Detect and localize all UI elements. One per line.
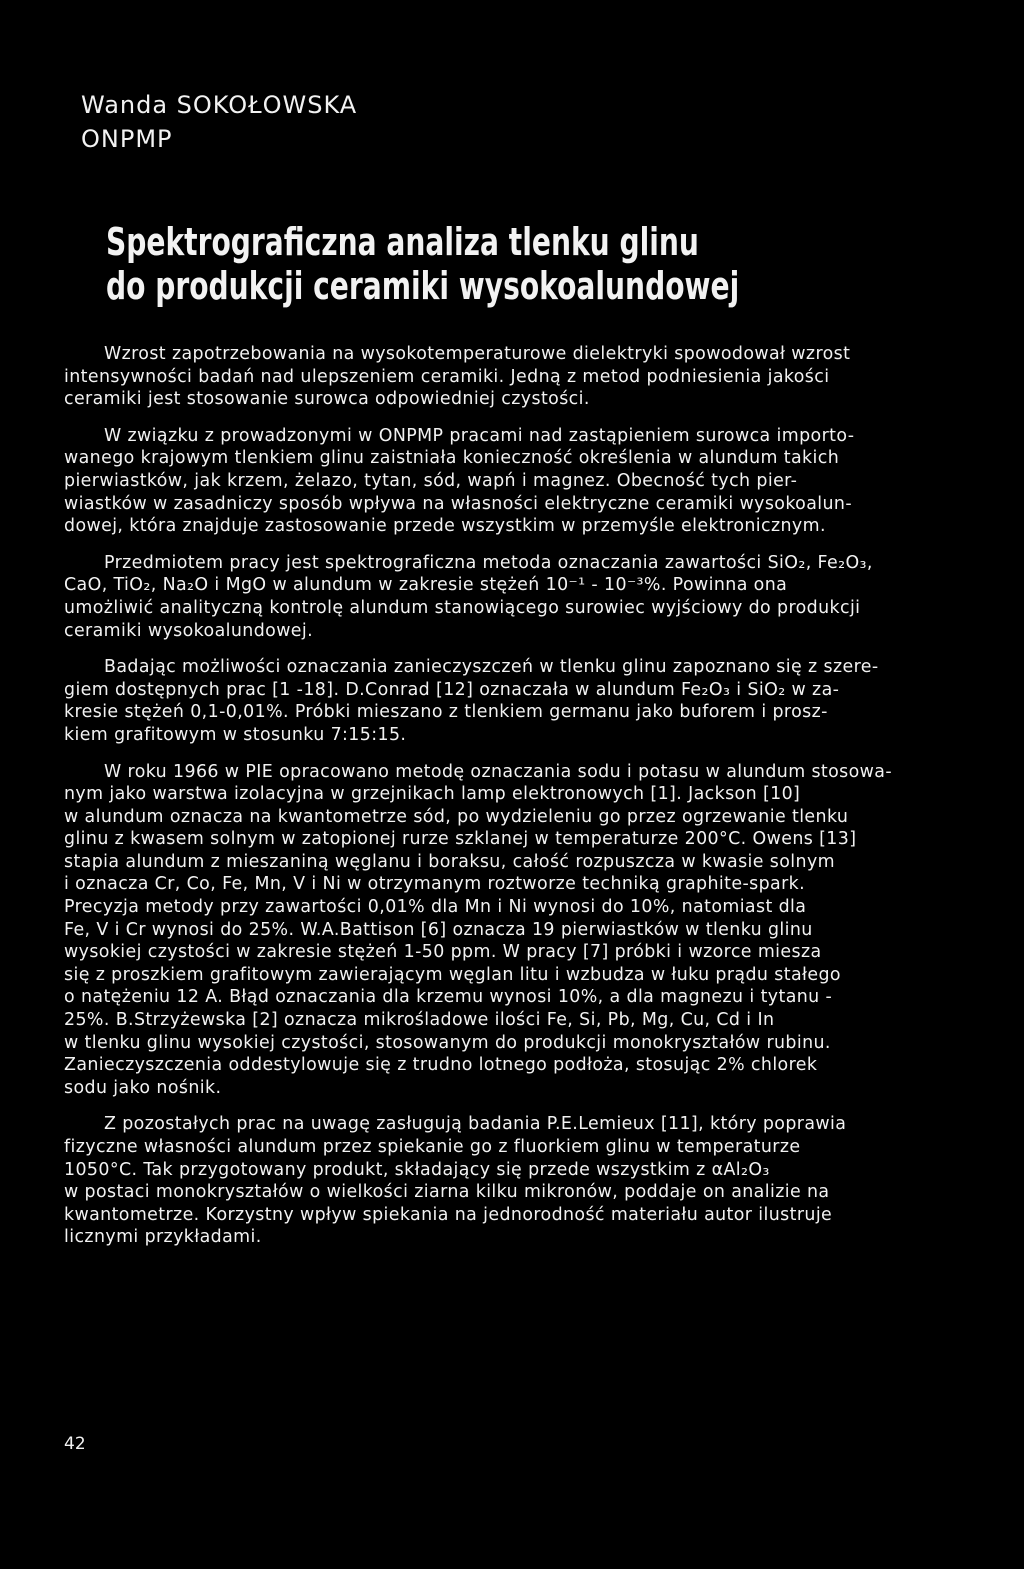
title-line-1: Spektrograficzna analiza tlenku glinu: [106, 220, 699, 264]
text-line: kresie stężeń 0,1-0,01%. Próbki mieszano z tlenkiem germanu jako buforem i prosz-: [64, 702, 828, 723]
text-line: wysokiej czystości w zakresie stężeń 1-50 ppm. W pracy [7] próbki i wzorce miesza: [64, 942, 822, 963]
article-title: [106, 220, 739, 308]
text-line: licznymi przykładami.: [64, 1227, 262, 1248]
text-line: wiastków w zasadniczy sposób wpływa na własności elektryczne ceramiki wysokoalun-: [64, 493, 853, 514]
text-line: Wzrost zapotrzebowania na wysokotemperaturowe dielektryki spowodował wzrost: [104, 344, 851, 364]
text-line: się z proszkiem grafitowym zawierającym węglan litu i wzbudza w łuku prądu stałego: [64, 964, 841, 985]
text-line: Fe, V i Cr wynosi do 25%. W.A.Battison [6] oznacza 19 pierwiastków w tlenku glinu: [64, 919, 813, 940]
text-line: Z pozostałych prac na uwagę zasługują badania P.E.Lemieux [11], który poprawia: [104, 1114, 847, 1135]
text-line: sodu jako nośnik.: [64, 1077, 222, 1098]
paragraph-4: [64, 656, 964, 746]
text-line: ceramiki jest stosowanie surowca odpowiedniej czystości.: [64, 389, 590, 410]
text-line: stapia alundum z mieszaniną węglanu i boraksu, całość rozpuszcza w kwasie solnym: [64, 851, 835, 872]
text-line: pierwiastków, jak krzem, żelazo, tytan, sód, wapń i magnez. Obecność tych pier-: [64, 470, 798, 491]
text-line: o natężeniu 12 A. Błąd oznaczania dla krzemu wynosi 10%, a dla magnezu i tytanu -: [64, 987, 833, 1008]
text-line: wanego krajowym tlenkiem glinu zaistniała konieczność określenia w alundum takich: [64, 448, 840, 469]
text-line: CaO, TiO₂, Na₂O i MgO w alundum w zakresie stężeń 10⁻¹ - 10⁻³%. Powinna ona: [64, 575, 788, 596]
text-line: Precyzja metody przy zawartości 0,01% dla Mn i Ni wynosi do 10%, natomiast dla: [64, 897, 807, 918]
author-block: [81, 88, 357, 156]
text-line: kiem grafitowym w stosunku 7:15:15.: [64, 724, 407, 745]
text-line: fizyczne własności alundum przez spiekanie go z fluorkiem glinu w temperaturze: [64, 1137, 801, 1157]
paragraph-3: [64, 552, 964, 642]
text-line: ceramiki wysokoalundowej.: [64, 620, 314, 641]
text-line: i oznacza Cr, Co, Fe, Mn, V i Ni w otrzymanym roztworze techniką graphite-spark.: [64, 874, 806, 895]
text-line: Zanieczyszczenia oddestylowuje się z trudno lotnego podłoża, stosując 2% chlorek: [64, 1055, 818, 1076]
article-body: [64, 343, 964, 1249]
text-line: w tlenku glinu wysokiej czystości, stosowanym do produkcji monokryształów rubinu.: [64, 1032, 831, 1053]
text-line: glinu z kwasem solnym w zatopionej rurze szklanej w temperaturze 200°C. Owens [13]: [64, 829, 857, 850]
text-line: w postaci monokryształów o wielkości ziarna kilku mikronów, poddaje on analizie na: [64, 1182, 830, 1203]
author-name: Wanda SOKOŁOWSKA: [81, 91, 358, 119]
text-line: 25%. B.Strzyżewska [2] oznacza mikrośladowe ilości Fe, Si, Pb, Mg, Cu, Cd i In: [64, 1010, 775, 1031]
text-line: w alundum oznacza na kwantometrze sód, po wydzieleniu go przez ogrzewanie tlenku: [64, 806, 849, 827]
page-number: 42: [64, 1434, 86, 1454]
author-affiliation: ONPMP: [81, 125, 173, 153]
text-line: dowej, która znajduje zastosowanie przede wszystkim w przemyśle elektronicznym.: [64, 516, 826, 537]
text-line: umożliwić analityczną kontrolę alundum stanowiącego surowiec wyjściowy do produkcji: [64, 597, 861, 618]
paragraph-2: [64, 425, 964, 538]
paragraph-5: [64, 761, 964, 1100]
paragraph-1: [64, 343, 964, 411]
text-line: Badając możliwości oznaczania zanieczyszczeń w tlenku glinu zapoznano się z szere-: [104, 657, 879, 678]
text-line: W roku 1966 w PIE opracowano metodę oznaczania sodu i potasu w alundum stosowa-: [104, 761, 893, 782]
text-line: nym jako warstwa izolacyjna w grzejnikach lamp elektronowych [1]. Jackson [10]: [64, 784, 801, 805]
paragraph-6: [64, 1113, 964, 1249]
text-line: Przedmiotem pracy jest spektrograficzna metoda oznaczania zawartości SiO₂, Fe₂O₃,: [104, 552, 873, 573]
text-line: W związku z prowadzonymi w ONPMP pracami nad zastąpieniem surowca importo-: [104, 425, 855, 446]
title-line-2: do produkcji ceramiki wysokoalundowej: [106, 264, 740, 308]
text-line: giem dostępnych prac [1 -18]. D.Conrad [12] oznaczała w alundum Fe₂O₃ i SiO₂ w za-: [64, 679, 840, 700]
text-line: intensywności badań nad ulepszeniem ceramiki. Jedną z metod podniesienia jakości: [64, 366, 830, 387]
text-line: 1050°C. Tak przygotowany produkt, składający się przede wszystkim z αAl₂O₃: [64, 1159, 770, 1180]
text-line: kwantometrze. Korzystny wpływ spiekania na jednorodność materiału autor ilustruje: [64, 1204, 833, 1225]
